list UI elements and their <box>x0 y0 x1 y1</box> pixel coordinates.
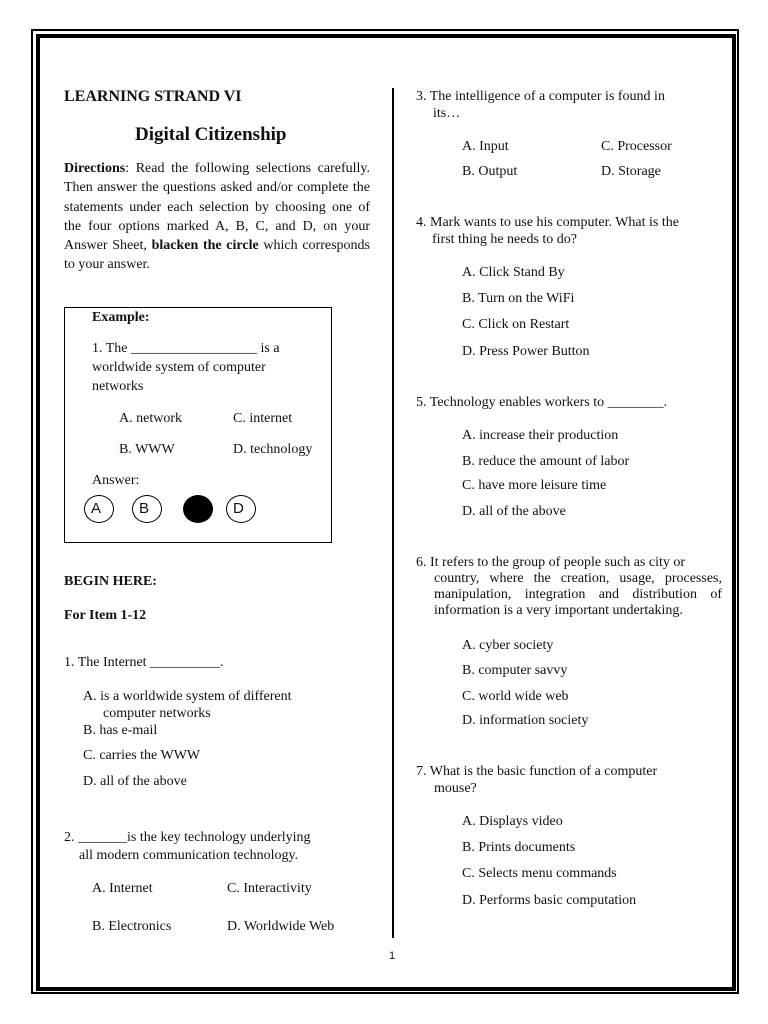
bubble-a: A <box>84 495 114 523</box>
question-5: 5. Technology enables workers to ________. <box>416 395 668 410</box>
example-option: A. network <box>119 411 182 426</box>
option: A. Internet <box>92 881 153 896</box>
example-option: C. internet <box>233 411 293 426</box>
option: B. Turn on the WiFi <box>462 291 575 306</box>
option: D. Storage <box>601 164 661 179</box>
strand-heading: LEARNING STRAND VI <box>64 88 242 105</box>
example-label: Example: <box>92 310 150 325</box>
option: B. reduce the amount of labor <box>462 454 630 469</box>
question-7: 7. What is the basic function of a computer <box>416 764 658 779</box>
option: D. information society <box>462 713 589 728</box>
option: C. Selects menu commands <box>462 866 617 881</box>
item-range-heading: For Item 1-12 <box>64 608 147 623</box>
option: B. computer savvy <box>462 663 568 678</box>
option: A. Displays video <box>462 814 563 829</box>
question-3: 3. The intelligence of a computer is found in <box>416 89 665 104</box>
question-6: 6. It refers to the group of people such as city or <box>416 555 686 570</box>
option: C. Interactivity <box>227 881 312 896</box>
option: A. Click Stand By <box>462 265 565 280</box>
bubble-b: B <box>132 495 162 523</box>
example-question-line: worldwide system of computer <box>92 360 266 375</box>
question-2: 2. _______is the key technology underlying <box>64 830 311 845</box>
option: D. Worldwide Web <box>227 919 335 934</box>
question-1: 1. The Internet __________. <box>64 655 224 670</box>
directions-label: Directions <box>64 161 126 176</box>
question-4: 4. Mark wants to use his computer. What is the <box>416 215 679 230</box>
page-title: Digital Citizenship <box>135 124 287 145</box>
question-6-cont: country, where the creation, usage, processes, manipulation, integration and distribution of information is a very important undertaking. <box>434 571 722 618</box>
question-3-cont: its… <box>433 106 461 121</box>
directions-emphasis: blacken the circle <box>151 238 259 254</box>
option: C. have more leisure time <box>462 478 607 493</box>
option: A. cyber society <box>462 638 554 653</box>
bubble-d: D <box>226 495 256 523</box>
question-4-cont: first thing he needs to do? <box>432 232 578 247</box>
option: B. Prints documents <box>462 840 576 855</box>
option: D. Performs basic computation <box>462 893 637 908</box>
column-divider <box>392 88 394 938</box>
option: B. Electronics <box>92 919 172 934</box>
option: computer networks <box>103 706 211 721</box>
directions-text-end: which corresponds to your answer. <box>64 238 370 273</box>
directions <box>64 159 370 275</box>
option: C. Click on Restart <box>462 317 570 332</box>
option: A. increase their production <box>462 428 619 443</box>
option: B. has e-mail <box>83 723 158 738</box>
option: C. carries the WWW <box>83 748 201 763</box>
question-7-cont: mouse? <box>434 781 477 796</box>
option: D. all of the above <box>83 774 187 789</box>
option: C. Processor <box>601 139 672 154</box>
example-question-line: networks <box>92 379 144 394</box>
page-number: 1 <box>389 950 396 962</box>
option: D. all of the above <box>462 504 566 519</box>
example-option: B. WWW <box>119 442 175 457</box>
example-option: D. technology <box>233 442 313 457</box>
bubble-c-filled <box>183 495 213 523</box>
question-2-cont: all modern communication technology. <box>79 848 299 863</box>
option: A. Input <box>462 139 509 154</box>
begin-heading: BEGIN HERE: <box>64 574 157 589</box>
example-question-line: 1. The __________________ is a <box>92 341 280 356</box>
directions-text: Read the following selections carefully. Then answer the questions asked and/or complete the statements under each selection by choosing one of the four options marked A, B, C, and D, on your Answer Sheet, <box>64 161 370 254</box>
option: C. world wide web <box>462 689 569 704</box>
option: A. is a worldwide system of different <box>83 689 292 704</box>
answer-label: Answer: <box>92 473 140 488</box>
option: D. Press Power Button <box>462 344 590 359</box>
colon: : <box>125 161 130 176</box>
option: B. Output <box>462 164 518 179</box>
